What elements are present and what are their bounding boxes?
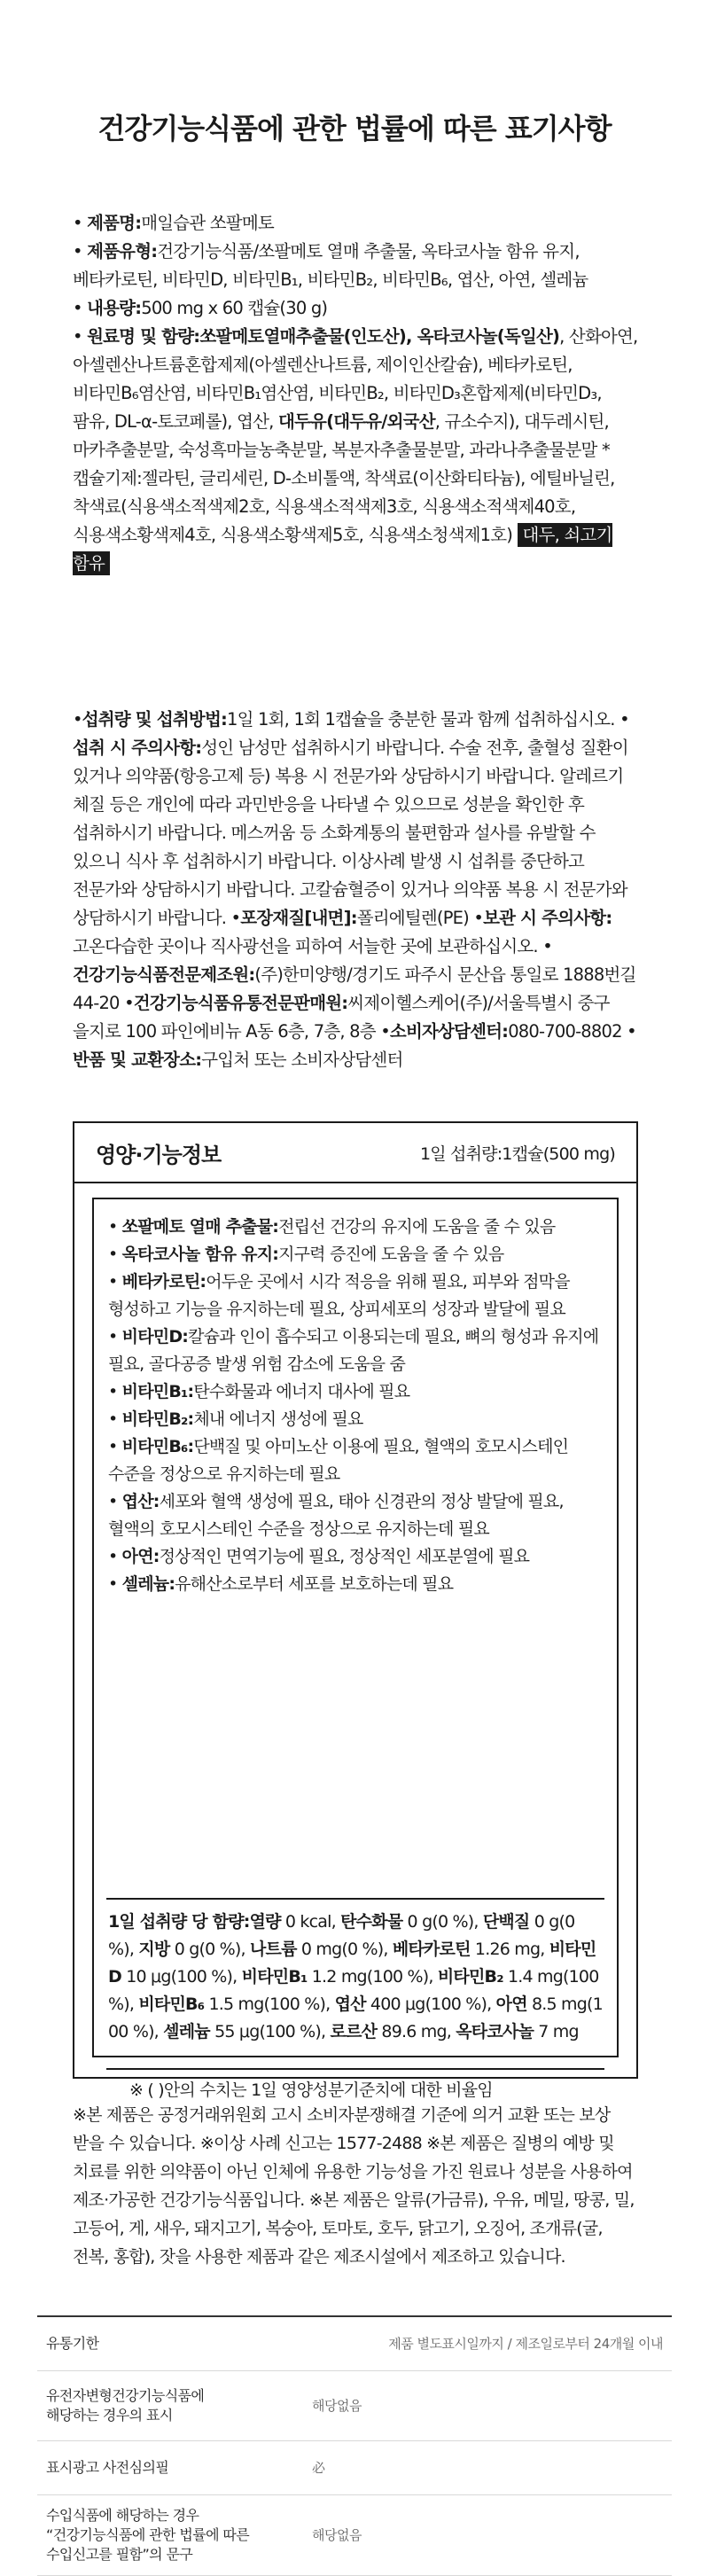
intake-method-label: 섭취량 및 섭취방법: [82,709,227,730]
nutrition-header [74,1123,636,1183]
info-row [37,2495,672,2576]
function-desc: 유해산소로부터 세포를 보호하는데 필요 [175,1574,454,1594]
storage-label: 보관 시 주의사항: [483,908,612,928]
page-title: 건강기능식품에 관한 법률에 따른 표기사항 [97,112,612,145]
nutrient-value: 10 μg(100 %), [121,1967,242,1987]
nutrient-name: 1일 섭취량 당 함량: [108,1912,250,1932]
consumer-center-label: 소비자상담센터: [389,1021,509,1042]
info-value: 必 [312,2460,325,2476]
info-row [37,2441,672,2495]
info-label: 유통기한 [46,2335,99,2352]
nutrient-value: 0 g(0 %), [402,1912,483,1932]
function-name: 베타카로틴: [121,1272,206,1292]
ingredients-text-2: , 규소수지), 대두레시틴, 마카추출분말, 숙성흑마늘농축분말, 복분자추출물분말, 과라나추출물분말 *캡슐기제:젤라틴, 글리세린, D-소비톨액, 착색료(이산화티타늄), 에틸바닐린, 착색료(식용색소적색제2호, 식용색소적색제3호, 식용색소적색제40호, 식용색소황색제4호, 식용색소황색제5호, 식용색소청색제1호) [73,411,615,545]
nutrient-value: 400 μg(100 %), [365,1994,496,2014]
function-desc: 탄수화물과 에너지 대사에 필요 [193,1382,410,1401]
function-item: • 엽산:세포와 혈액 생성에 필요, 태아 신경관의 정상 발달에 필요, 혈액의 호모시스테인 수준을 정상으로 유지하는데 필요 [108,1492,564,1539]
function-name: 비타민B₁: [121,1382,194,1401]
consumer-center: 080-700-8802 [508,1021,622,1042]
product-type: 건강기능식품/쏘팔메토 열매 추출물, 옥타코사놀 함유 유지, 베타카로틴, 비타민D, 비타민B₁, 비타민B₂, 비타민B₆, 엽산, 아연, 셀레늄 [73,241,588,290]
volume: 500 mg x 60 캡슐(30 g) [141,298,328,318]
nutrition-inner [92,1198,619,2100]
info-value: 제품 별도표시일까지 / 제조일로부터 24개월 이내 [388,2336,663,2352]
nutrition-title: 영양·기능정보 [96,1143,222,1167]
function-desc: 세포와 혈액 생성에 필요, 태아 신경관의 정상 발달에 필요, 혈액의 호모시스테인 수준을 정상으로 유지하는데 필요 [108,1492,564,1539]
nutrition-note: ※ ( )안의 수치는 1일 영양성분기준치에 대한 비율임 [129,2080,493,2100]
product-info: • 제품명:매일습관 쏘팔메토 • 제품유형:건강기능식품/쏘팔메토 열매 추출물, 옥타코사놀 함유 유지, 베타카로틴, 비타민D, 비타민B₁, 비타민B₂, 비타민B₆, 엽산, 아연, 셀레늄 • 내용량:500 mg x 60 캡슐(30 g) • 원료명 및 함량:쏘팔메토열매추출물(인도산), 옥타코사놀(독일산), 산화아연, 아셀렌산나트륨혼합제제(아셀렌산나트륨, 제이인산칼슘), 베타카로틴, 비타민B₆염산염, 비타민B₁염산염, 비타민B₂, 비타민D₃혼합제제(비타민D₃, 팜유, DL-α-토코페롤), 엽산, 대두유(대두유/외국산, 규소수지), 대두레시틴, 마카추출분말, 숙성흑마늘농축분말, 복분자추출물분말, 과라나추출물분말 *캡슐기제:젤라틴, 글리세린, D-소비톨액, 착색료(이산화티타늄), 에틸바닐린, 착색료(식용색소적색제2호, 식용색소적색제3호, 식용색소적색제40호, 식용색소황색제4호, 식용색소황색제5호, 식용색소청색제1호) 대두, 쇠고기 함유 [73,213,638,574]
info-value: 해당없음 [312,2527,362,2543]
nutrient-name: 셀레늄 [163,2022,210,2041]
nutrient-value: 0 g(0 %), [169,1940,250,1959]
nutrient-value: 0 mg(0 %), [296,1940,393,1959]
intake-caution-label: 섭취 시 주의사항: [73,738,202,758]
seller: 씨제이헬스케어(주)/서울특별시 중구 을지로 100 파인에비뉴 A동 6층, 7층, 8층 [73,993,610,1042]
intake-caution: 성인 남성만 섭취하시기 바랍니다. 수술 전후, 출혈성 질환이 있거나 의약품(항응고제 등) 복용 시 전문가와 상담하시기 바랍니다. 알레르기 체질 등은 개인에 따라 과민반응을 나타낼 수 있으므로 성분을 확인한 후 섭취하시기 바랍니다. 메스꺼움 등 소화계통의 불편함과 설사를 유발할 수 있으니 식사 후 섭취하시기 바랍니다. 이상사례 발생 시 섭취를 중단하고 전문가와 상담하시기 바랍니다. 고칼슘혈증이 있거나 의약품 복용 시 전문가와 상담하시기 바랍니다. [73,738,628,928]
nutrient-name: 지방 [138,1940,170,1959]
function-list [108,1214,604,1598]
function-item: • 아연:정상적인 면역기능에 필요, 정상적인 세포분열에 필요 [108,1547,530,1566]
nutrient-value: 55 μg(100 %), [209,2022,331,2041]
function-name: 옥타코사놀 함유 유지: [121,1245,279,1264]
function-item: • 베타카로틴:어두운 곳에서 시각 적응을 위해 필요, 피부와 점막을 형성하고 기능을 유지하는데 필요, 상피세포의 성장과 발달에 필요 [108,1272,570,1319]
function-item: • 쏘팔메토 열매 추출물:전립선 건강의 유지에 도움을 줄 수 있음 [108,1217,556,1237]
nutrient-name: 비타민D [108,1940,596,1987]
nutrient-name: 열량 [249,1912,281,1932]
function-name: 비타민B₂: [121,1409,194,1429]
nutrition-serving: 1일 섭취량:1캡슐(500 mg) [419,1144,615,1164]
function-desc: 단백질 및 아미노산 이용에 필요, 혈액의 호모시스테인 수준을 정상으로 유지하는데 필요 [108,1437,569,1484]
ingredients-soybean: 대두유(대두유/외국산 [277,411,435,432]
product-type-label: 제품유형: [87,241,158,262]
info-label: 유전자변형건강기능식품에 해당하는 경우의 표시 [46,2387,205,2424]
nutrient-value: 1.5 mg(100 %), [204,1994,335,2014]
allergen-badge: 대두, 쇠고기 함유 [73,525,612,574]
nutrient-value: 89.6 mg, [377,2022,456,2041]
function-name: 비타민D: [121,1327,189,1347]
packaging-label: 포장재질[내면]: [240,908,357,928]
function-name: 아연: [121,1547,160,1566]
function-item: • 비타민B₆:단백질 및 아미노산 이용에 필요, 혈액의 호모시스테인 수준을 정상으로 유지하는데 필요 [108,1437,569,1484]
seller-label: 건강기능식품유통전문판매원: [133,993,348,1013]
function-name: 쏘팔메토 열매 추출물: [121,1217,279,1237]
function-name: 엽산: [121,1492,160,1511]
info-value: 해당없음 [312,2398,362,2414]
nutrient-value: 1.26 mg, [470,1940,549,1959]
ingredients-text-1: , 산화아연, 아셀렌산나트륨혼합제제(아셀렌산나트륨, 제이인산칼슘), 베타카로틴, 비타민B₆염산염, 비타민B₁염산염, 비타민B₂, 비타민D₃혼합제제(비타민D₃, 팜유, DL-α-토코페롤), 엽산, [73,326,638,432]
nutrition-box [73,1121,638,2100]
info-label: 수입식품에 해당하는 경우 “건강기능식품에 관한 법률에 따른 수입신고를 필함”의 문구 [46,2507,250,2563]
info-label: 표시광고 사전심의필 [46,2459,169,2476]
function-desc: 지구력 증진에 도움을 줄 수 있음 [278,1245,504,1264]
nutrient-name: 나트륨 [249,1940,297,1959]
intake-method: 1일 1회, 1회 1캡슐을 충분한 물과 함께 섭취하십시오. [226,709,615,730]
nutrient-amounts [108,1909,604,2046]
ingredients-main: 쏘팔메토열매추출물(인도산), 옥타코사놀(독일산) [199,326,560,347]
volume-label: 내용량: [87,298,142,318]
nutrient-name: 비타민B₁ [241,1967,308,1987]
product-name: 매일습관 쏘팔메토 [141,213,274,233]
function-item: • 비타민D:칼슘과 인이 흡수되고 이용되는데 필요, 뼈의 형성과 유지에 필요, 골다공증 발생 위험 감소에 도움을 줌 [108,1327,599,1374]
nutrient-name: 베타카로틴 [392,1940,471,1959]
nutrient-name: 비타민B₆ [138,1994,205,2014]
function-desc: 체내 에너지 생성에 필요 [193,1409,363,1429]
function-item: • 옥타코사놀 함유 유지:지구력 증진에 도움을 줄 수 있음 [108,1245,504,1264]
function-name: 비타민B₆: [121,1437,194,1456]
function-item: • 비타민B₂:체내 에너지 생성에 필요 [108,1409,363,1429]
info-row [37,2315,672,2371]
divider [106,1898,604,1900]
storage: 고온다습한 곳이나 직사광선을 피하여 서늘한 곳에 보관하십시오. [73,936,538,956]
exchange-label: 반품 및 교환장소: [73,1050,202,1070]
nutrient-value: 1.2 mg(100 %), [307,1967,438,1987]
nutrient-value: 8.5 mg(100 %), [108,1994,603,2041]
ingredients-label: 원료명 및 함량: [87,326,200,347]
info-row [37,2371,672,2441]
nutrient-name: 단백질 [482,1912,530,1932]
nutrient-name: 비타민B₂ [437,1967,503,1987]
function-item: • 비타민B₁:탄수화물과 에너지 대사에 필요 [108,1382,410,1401]
notice-text: ※본 제품은 공정거래위원회 고시 소비자분쟁해결 기준에 의거 교환 또는 보상 받을 수 있습니다. ※이상 사례 신고는 1577-2488 ※본 제품은 질병의 예방 및 치료를 위한 의약품이 아닌 인체에 유용한 기능성을 가진 원료나 성분을 사용하여 제조·가공한 건강기능식품입니다. ※본 제품은 알류(가금류), 우유, 메밀, 땅콩, 밀, 고등어, 게, 새우, 돼지고기, 복숭아, 토마토, 호두, 닭고기, 오징어, 조개류(굴, 전복, 홍합), 잣을 사용한 제품과 같은 제조시설에서 제조하고 있습니다. [73,2105,635,2267]
divider [106,2068,604,2070]
function-desc: 칼슘과 인이 흡수되고 이용되는데 필요, 뼈의 형성과 유지에 필요, 골다공증 발생 위험 감소에 도움을 줌 [108,1327,599,1374]
info-table [37,2315,672,2576]
nutrient-name: 로르산 [330,2022,378,2041]
packaging: 폴리에틸렌(PE) [356,908,469,928]
nutrient-value: 0 kcal, [280,1912,341,1932]
product-name-label: 제품명: [87,213,142,233]
nutrient-name: 옥타코사놀 [456,2022,534,2041]
maker-label: 건강기능식품전문제조원: [73,964,255,985]
exchange: 구입처 또는 소비자상담센터 [201,1050,403,1070]
function-desc: 전립선 건강의 유지에 도움을 줄 수 있음 [278,1217,556,1237]
nutrient-name: 탄수화물 [340,1912,403,1932]
function-name: 셀레늄: [121,1574,175,1594]
function-desc: 정상적인 면역기능에 필요, 정상적인 세포분열에 필요 [159,1547,530,1566]
nutrient-name: 엽산 [334,1994,366,2014]
function-desc: 어두운 곳에서 시각 적응을 위해 필요, 피부와 점막을 형성하고 기능을 유지하는데 필요, 상피세포의 성장과 발달에 필요 [108,1272,570,1319]
nutrient-value: 7 mg [534,2022,579,2041]
nutrient-value: 0 g(0 %), [108,1912,575,1959]
nutrient-value: 1.4 mg(100 %), [108,1967,599,2014]
intake-info: •섭취량 및 섭취방법:1일 1회, 1회 1캡슐을 충분한 물과 함께 섭취하십시오. •섭취 시 주의사항:성인 남성만 섭취하시기 바랍니다. 수술 전후, 출혈성 질환이 있거나 의약품(항응고제 등) 복용 시 전문가와 상담하시기 바랍니다. 알레르기 체질 등은 개인에 따라 과민반응을 나타낼 수 있으므로 성분을 확인한 후 섭취하시기 바랍니다. 메스꺼움 등 소화계통의 불편함과 설사를 유발할 수 있으니 식사 후 섭취하시기 바랍니다. 이상사례 발생 시 섭취를 중단하고 전문가와 상담하시기 바랍니다. 고칼슘혈증이 있거나 의약품 복용 시 전문가와 상담하시기 바랍니다. •포장재질[내면]:폴리에틸렌(PE) •보관 시 주의사항:고온다습한 곳이나 직사광선을 피하여 서늘한 곳에 보관하십시오. •건강기능식품전문제조원:(주)한미양행/경기도 파주시 문산읍 통일로 1888번길 44-20 •건강기능식품유통전문판매원:씨제이헬스케어(주)/서울특별시 중구 을지로 100 파인에비뉴 A동 6층, 7층, 8층 •소비자상담센터:080-700-8802 •반품 및 교환장소:구입처 또는 소비자상담센터 [73,709,636,1070]
function-item: • 셀레늄:유해산소로부터 세포를 보호하는데 필요 [108,1574,454,1594]
nutrient-name: 아연 [495,1994,527,2014]
maker: (주)한미양행/경기도 파주시 문산읍 통일로 1888번길 44-20 [73,964,636,1013]
